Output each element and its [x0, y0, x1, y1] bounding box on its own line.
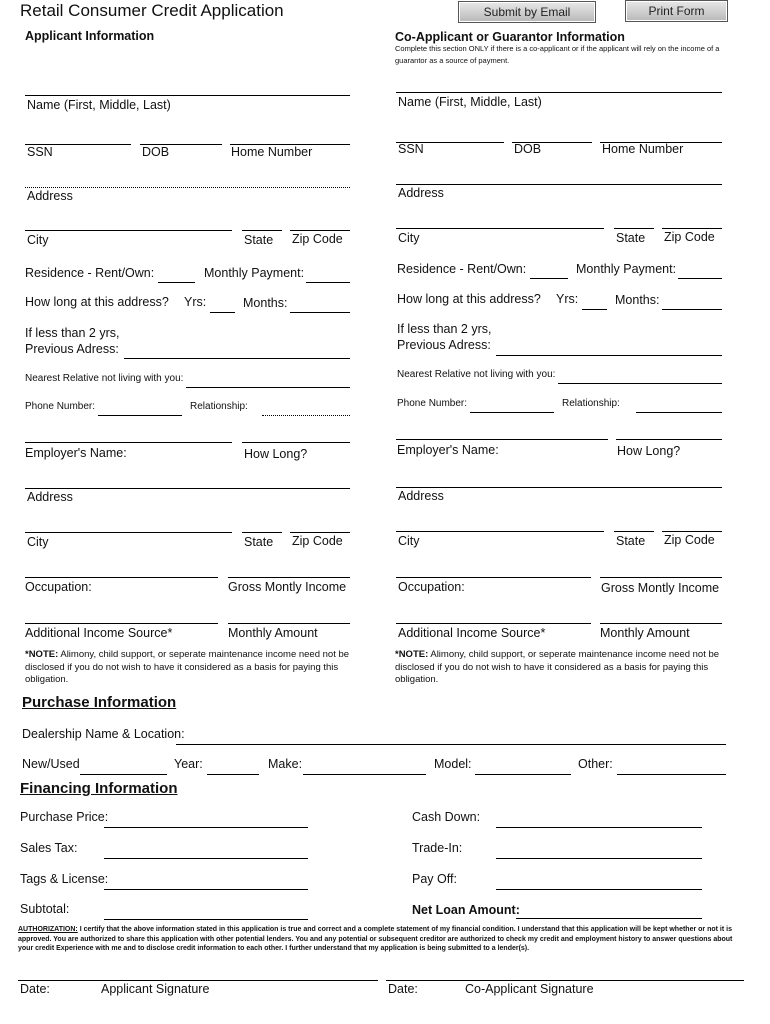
coapplicant-employer-how-long-label: How Long?	[617, 444, 681, 458]
applicant-additional-income-field[interactable]	[25, 623, 218, 624]
applicant-city-field[interactable]	[25, 230, 232, 231]
coapplicant-how-long-label: How long at this address?	[397, 292, 541, 306]
applicant-employer-address-field[interactable]	[25, 488, 350, 489]
make-label: Make:	[268, 757, 303, 771]
authorization-text	[18, 925, 748, 954]
coapplicant-heading: Co-Applicant or Guarantor Information	[395, 30, 625, 44]
sales-tax-field[interactable]	[104, 858, 308, 859]
applicant-nearest-relative-label: Nearest Relative not living with you:	[25, 373, 184, 384]
applicant-note-bold: *NOTE:	[25, 649, 59, 660]
authorization-label: AUTHORIZATION:	[18, 926, 78, 933]
coapplicant-residence-field[interactable]	[530, 278, 568, 279]
applicant-employer-how-long-field[interactable]	[242, 442, 350, 443]
coapplicant-address-label: Address	[398, 186, 444, 200]
applicant-income-note	[25, 649, 365, 687]
coapplicant-dob-label: DOB	[514, 142, 542, 156]
applicant-occupation-field[interactable]	[25, 577, 218, 578]
coapplicant-state-label: State	[616, 231, 646, 245]
coapplicant-name-label: Name (First, Middle, Last)	[398, 95, 542, 109]
applicant-employer-zip-field[interactable]	[290, 532, 350, 533]
applicant-state-field[interactable]	[242, 230, 282, 231]
applicant-ssn-label: SSN	[27, 145, 53, 159]
applicant-address-label: Address	[27, 189, 73, 203]
subtotal-label: Subtotal:	[20, 902, 70, 916]
coapplicant-note-bold: *NOTE:	[395, 649, 429, 660]
applicant-employer-zip-label: Zip Code	[292, 534, 343, 548]
cash-down-field[interactable]	[496, 827, 702, 828]
purchase-heading: Purchase Information	[22, 694, 177, 711]
coapplicant-employer-zip-label: Zip Code	[664, 533, 715, 547]
coapplicant-zip-field[interactable]	[662, 228, 722, 229]
coapplicant-date-label: Date:	[388, 982, 418, 996]
sales-tax-label: Sales Tax:	[20, 841, 78, 855]
coapplicant-address-field[interactable]	[396, 184, 722, 185]
coapplicant-nearest-relative-label: Nearest Relative not living with you:	[397, 369, 556, 380]
applicant-gross-income-field[interactable]	[228, 577, 350, 578]
tags-license-label: Tags & License:	[20, 872, 109, 886]
coapplicant-phone-label: Phone Number:	[397, 398, 468, 409]
applicant-state-label: State	[244, 233, 274, 247]
applicant-phone-label: Phone Number:	[25, 401, 96, 412]
coapplicant-monthly-amount-field[interactable]	[600, 623, 722, 624]
coapplicant-occupation-label: Occupation:	[398, 580, 465, 594]
coapplicant-nearest-relative-field[interactable]	[558, 383, 722, 384]
applicant-employer-field[interactable]	[25, 442, 232, 443]
applicant-signature-field[interactable]	[18, 980, 378, 981]
applicant-relationship-label: Relationship:	[190, 401, 248, 412]
dealership-field[interactable]	[176, 744, 726, 745]
coapplicant-previous-address-label: Previous Adress:	[397, 338, 491, 352]
applicant-relationship-field[interactable]	[262, 415, 350, 416]
coapplicant-employer-state-field[interactable]	[614, 531, 654, 532]
financing-heading: Financing Information	[20, 780, 178, 797]
coapplicant-name-field[interactable]	[396, 92, 722, 93]
trade-in-label: Trade-In:	[412, 841, 463, 855]
applicant-months-field[interactable]	[290, 312, 350, 313]
print-form-button[interactable]: Print Form	[625, 0, 728, 22]
coapplicant-months-label: Months:	[615, 293, 660, 307]
coapplicant-employer-city-field[interactable]	[396, 531, 604, 532]
coapplicant-employer-state-label: State	[616, 534, 646, 548]
net-loan-label: Net Loan Amount:	[412, 903, 520, 917]
coapplicant-if-less-label: If less than 2 yrs,	[397, 322, 492, 336]
coapplicant-residence-label: Residence - Rent/Own:	[397, 262, 527, 276]
coapplicant-yrs-label: Yrs:	[556, 292, 579, 306]
coapplicant-relationship-label: Relationship:	[562, 398, 620, 409]
new-used-label: New/Used	[22, 757, 80, 771]
coapplicant-employer-how-long-field[interactable]	[616, 439, 722, 440]
net-loan-field[interactable]	[516, 918, 702, 919]
applicant-heading: Applicant Information	[25, 29, 155, 43]
pay-off-field[interactable]	[496, 889, 702, 890]
applicant-yrs-label: Yrs:	[184, 295, 207, 309]
applicant-monthly-amount-label: Monthly Amount	[228, 626, 318, 640]
coapplicant-state-field[interactable]	[614, 228, 654, 229]
coapplicant-months-field[interactable]	[662, 309, 722, 310]
purchase-price-field[interactable]	[104, 827, 308, 828]
applicant-additional-income-label: Additional Income Source*	[25, 626, 173, 640]
applicant-city-label: City	[27, 233, 49, 247]
applicant-employer-city-field[interactable]	[25, 532, 232, 533]
coapplicant-home-number-label: Home Number	[602, 142, 684, 156]
pay-off-label: Pay Off:	[412, 872, 457, 886]
dealership-label: Dealership Name & Location:	[22, 727, 185, 741]
coapplicant-additional-income-field[interactable]	[396, 623, 591, 624]
subtotal-field[interactable]	[104, 919, 308, 920]
applicant-dob-label: DOB	[142, 145, 170, 159]
coapplicant-employer-field[interactable]	[396, 439, 608, 440]
applicant-employer-state-label: State	[244, 535, 274, 549]
applicant-residence-field[interactable]	[158, 282, 195, 283]
coapplicant-employer-zip-field[interactable]	[662, 531, 722, 532]
year-label: Year:	[174, 757, 203, 771]
make-field[interactable]	[303, 774, 426, 775]
page-title: Retail Consumer Credit Application	[20, 1, 284, 20]
applicant-previous-address-label: Previous Adress:	[25, 342, 119, 356]
applicant-home-number-label: Home Number	[231, 145, 313, 159]
coapplicant-subtext: Complete this section ONLY if there is a co-applicant or if the applicant will rely on the income of a guarantor as a source of payment.	[395, 44, 720, 65]
coapplicant-employer-address-label: Address	[398, 489, 444, 503]
applicant-residence-label: Residence - Rent/Own:	[25, 266, 155, 280]
coapplicant-employer-address-field[interactable]	[396, 487, 722, 488]
coapplicant-gross-income-label: Gross Montly Income	[601, 581, 720, 595]
applicant-name-label: Name (First, Middle, Last)	[27, 98, 171, 112]
coapplicant-employer-label: Employer's Name:	[397, 443, 499, 457]
applicant-employer-address-label: Address	[27, 490, 73, 504]
coapplicant-relationship-field[interactable]	[636, 412, 722, 413]
applicant-zip-field[interactable]	[290, 230, 350, 231]
applicant-note-text: Alimony, child support, or seperate maintenance income need not be disclosed if you do not wish to have it considered as a basis for paying this obligation.	[25, 649, 350, 685]
coapplicant-note-text: Alimony, child support, or seperate maintenance income need not be disclosed if you do not wish to have it considered as a basis for paying this obligation.	[395, 649, 720, 685]
model-field[interactable]	[475, 774, 571, 775]
applicant-zip-label: Zip Code	[292, 232, 343, 246]
applicant-employer-how-long-label: How Long?	[244, 447, 308, 461]
other-label: Other:	[578, 757, 613, 771]
applicant-signature-label: Applicant Signature	[101, 982, 210, 996]
applicant-monthly-payment-label: Monthly Payment:	[204, 266, 305, 280]
applicant-name-field[interactable]	[25, 95, 350, 96]
new-used-field[interactable]	[80, 774, 167, 775]
applicant-months-label: Months:	[243, 296, 288, 310]
submit-by-email-button[interactable]: Submit by Email	[458, 1, 596, 23]
tags-license-field[interactable]	[104, 889, 308, 890]
coapplicant-city-field[interactable]	[396, 228, 604, 229]
coapplicant-phone-field[interactable]	[470, 412, 554, 413]
coapplicant-monthly-payment-label: Monthly Payment:	[576, 262, 677, 276]
other-field[interactable]	[617, 774, 726, 775]
applicant-date-label: Date:	[20, 982, 50, 996]
applicant-nearest-relative-field[interactable]	[186, 387, 350, 388]
applicant-phone-field[interactable]	[98, 415, 182, 416]
coapplicant-yrs-field[interactable]	[582, 309, 607, 310]
applicant-employer-state-field[interactable]	[242, 532, 282, 533]
coapplicant-zip-label: Zip Code	[664, 230, 715, 244]
year-field[interactable]	[207, 774, 259, 775]
coapplicant-employer-city-label: City	[398, 534, 420, 548]
applicant-employer-label: Employer's Name:	[25, 446, 127, 460]
applicant-how-long-label: How long at this address?	[25, 295, 169, 309]
purchase-price-label: Purchase Price:	[20, 810, 109, 824]
coapplicant-city-label: City	[398, 231, 420, 245]
applicant-monthly-amount-field[interactable]	[228, 623, 350, 624]
coapplicant-occupation-field[interactable]	[396, 577, 591, 578]
coapplicant-additional-income-label: Additional Income Source*	[398, 626, 546, 640]
cash-down-label: Cash Down:	[412, 810, 481, 824]
coapplicant-signature-label: Co-Applicant Signature	[465, 982, 594, 996]
applicant-previous-address-field[interactable]	[124, 358, 350, 359]
applicant-address-field[interactable]	[25, 187, 350, 188]
coapplicant-monthly-payment-field[interactable]	[678, 278, 722, 279]
trade-in-field[interactable]	[496, 858, 702, 859]
model-label: Model:	[434, 757, 472, 771]
applicant-occupation-label: Occupation:	[25, 580, 92, 594]
applicant-employer-city-label: City	[27, 535, 49, 549]
applicant-if-less-label: If less than 2 yrs,	[25, 326, 120, 340]
coapplicant-monthly-amount-label: Monthly Amount	[600, 626, 690, 640]
coapplicant-previous-address-field[interactable]	[496, 355, 722, 356]
authorization-body: I certify that the above information stated in this application is true and correct and a complete statement of my financial condition. I understand that this application will be kept whether or not it is approved. You are authorized to share this application with other potential lenders. You and any potential or subsequent creditor are authorized to check my credit and employment history to answer questions about your credit Experience with me and to disclose credit information to each other. I further understand that my application is being submitted to a lender(s).	[18, 926, 733, 952]
applicant-yrs-field[interactable]	[210, 312, 235, 313]
coapplicant-ssn-label: SSN	[398, 142, 424, 156]
applicant-gross-income-label: Gross Montly Income	[228, 580, 347, 594]
coapplicant-income-note	[395, 649, 735, 687]
coapplicant-gross-income-field[interactable]	[600, 577, 722, 578]
coapplicant-signature-field[interactable]	[386, 980, 744, 981]
applicant-monthly-payment-field[interactable]	[306, 282, 350, 283]
